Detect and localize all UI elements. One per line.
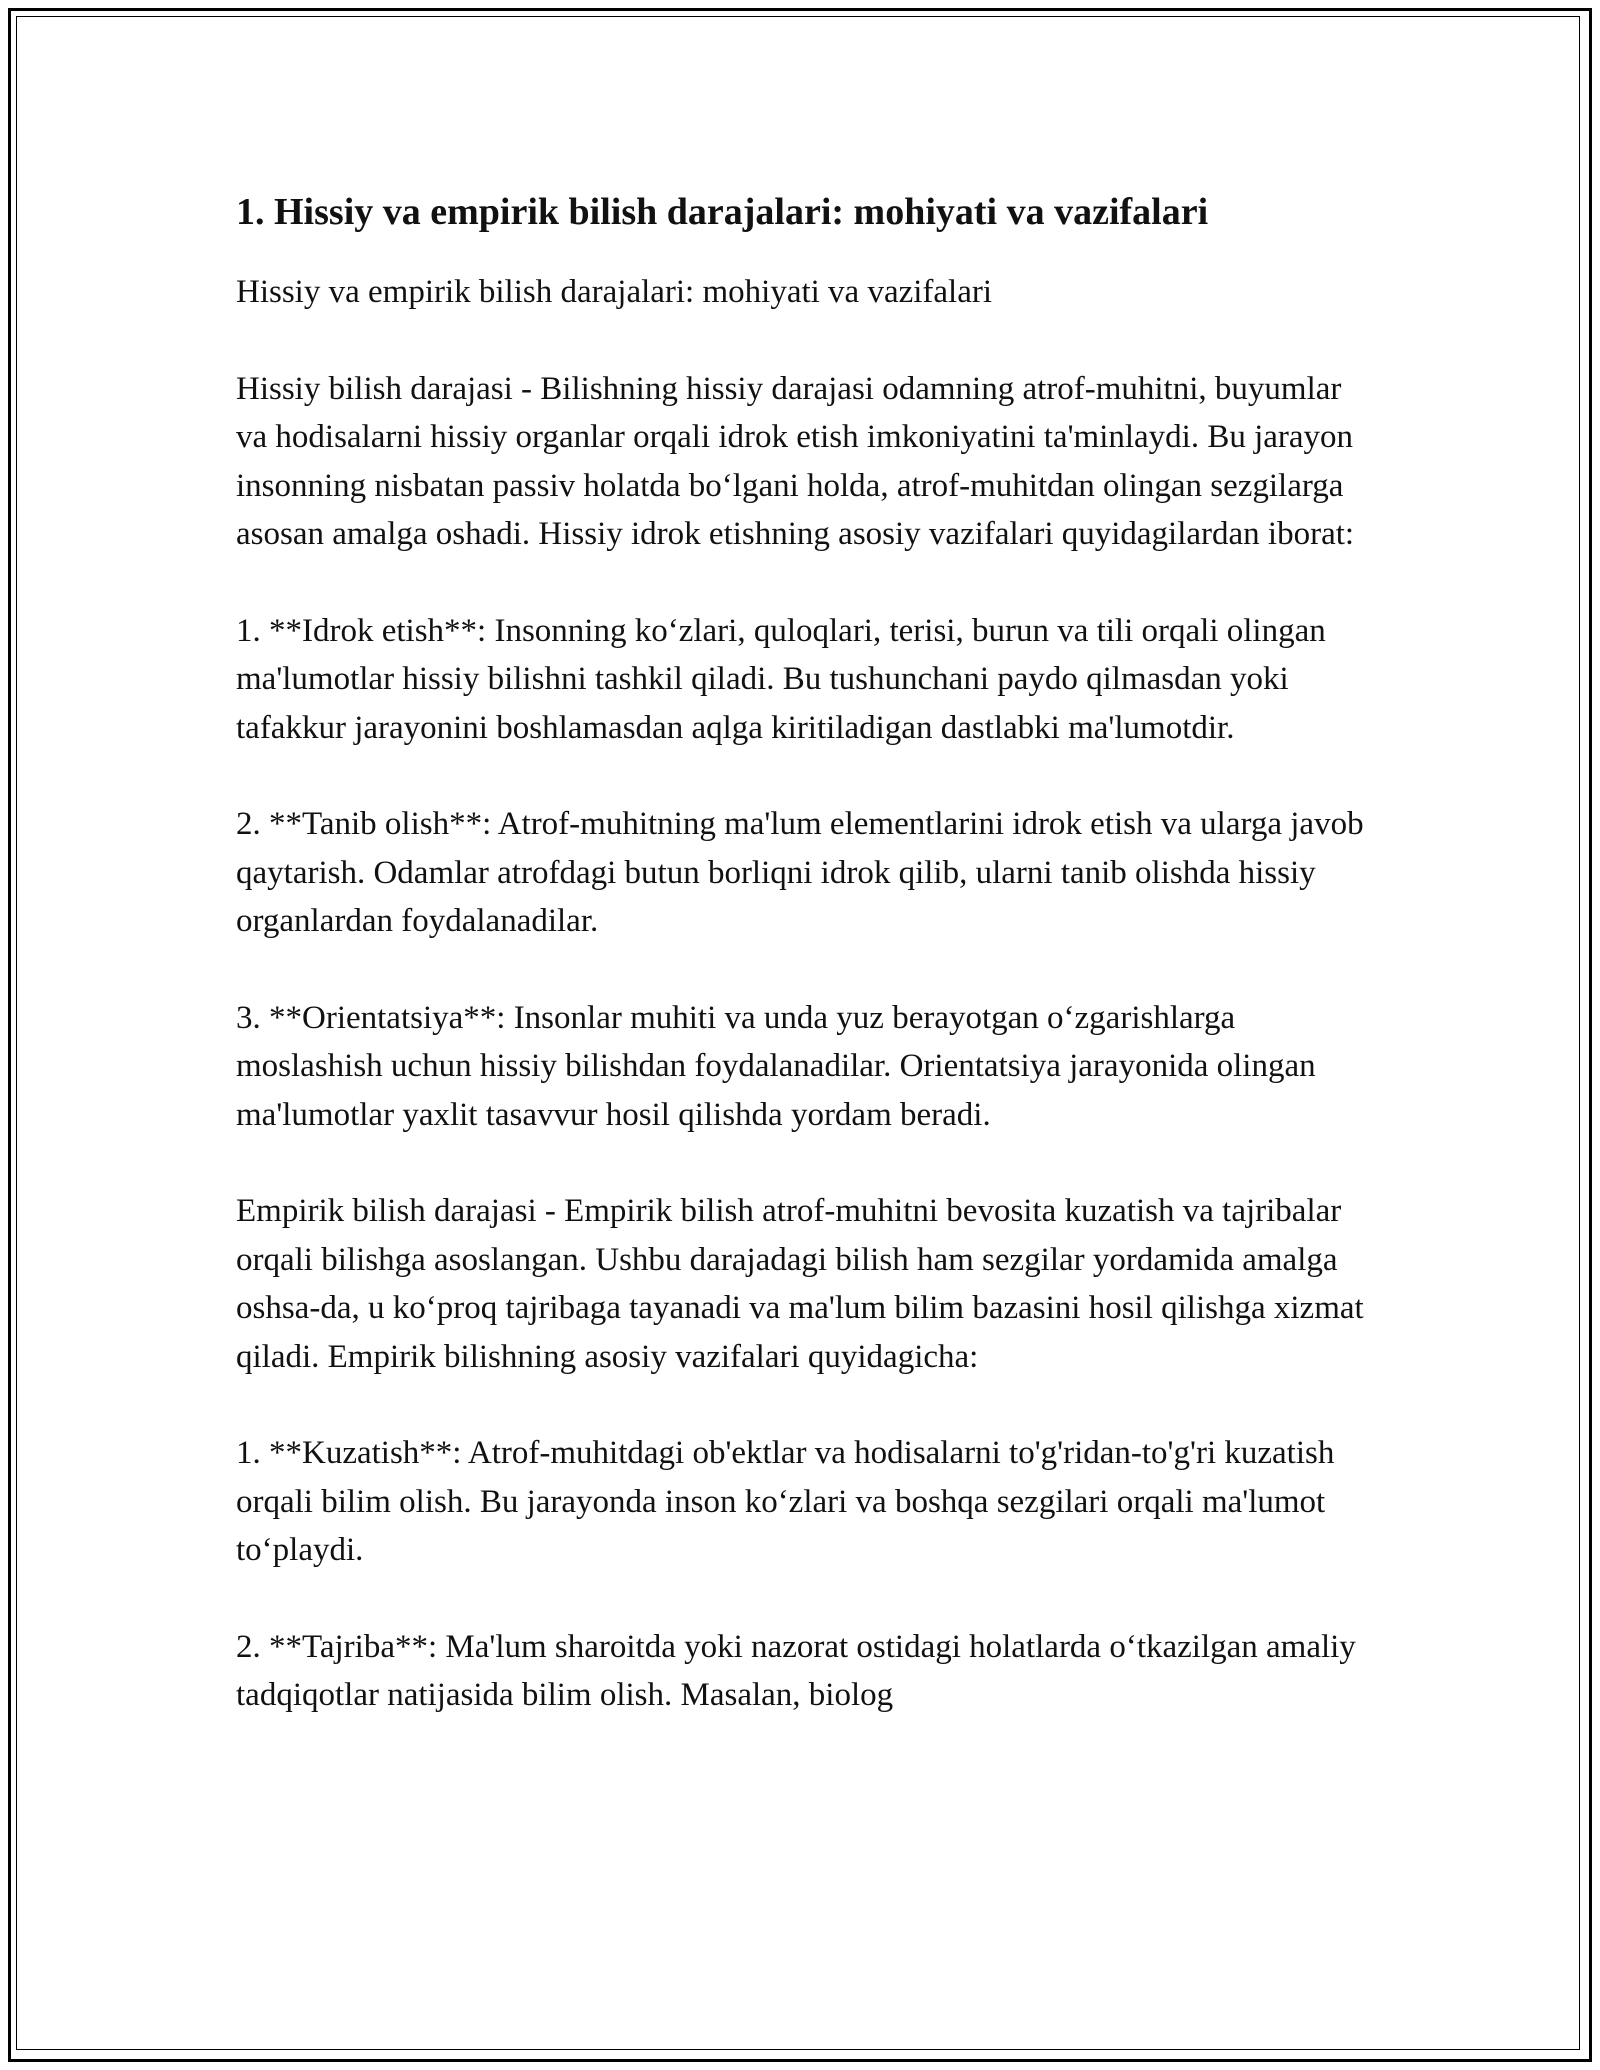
paragraph-recognition: 2. **Tanib olish**: Atrof-muhitning ma'lum elementlarini idrok etish va ularga javob qaytarish. Odamlar atrofdagi butun borliqni idrok qilib, ularni tanib olishda hissiy organlardan foydalanadilar. <box>236 806 1364 939</box>
paragraph-observation: 1. **Kuzatish**: Atrof-muhitdagi ob'ektlar va hodisalarni to'g'ridan-to'g'ri kuzatish orqali bilim olish. Bu jarayonda inson ko‘zlari va boshqa sezgilari orqali ma'lumot to‘playdi. <box>236 1435 1335 1568</box>
paragraph-sensory-level: Hissiy bilish darajasi - Bilishning hissiy darajasi odamning atrof-muhitni, buyumlar va hodisalarni hissiy organlar orqali idrok etish imkoniyatini ta'minlaydi. Bu jarayon insonning nisbatan passiv holatda bo‘lgani holda, atrof-muhitdan olingan sezgilarga asosan amalga oshadi. Hissiy idrok etishning asosiy vazifalari quyidagilardan iborat: <box>236 370 1355 552</box>
document-body <box>236 186 1366 1768</box>
paragraph-orientation: 3. **Orientatsiya**: Insonlar muhiti va unda yuz berayotgan o‘zgarishlarga moslashish uchun hissiy bilishdan foydalanadilar. Orientatsiya jarayonida olingan ma'lumotlar yaxlit tasavvur hosil qilishda yordam beradi. <box>236 999 1316 1133</box>
paragraph-empirical-level: Empirik bilish darajasi - Empirik bilish atrof-muhitni bevosita kuzatish va tajribalar orqali bilishga asoslangan. Ushbu darajadagi bilish ham sezgilar yordamida amalga oshsa-da, u ko‘proq tajribaga tayanadi va ma'lum bilim bazasini hosil qilishga xizmat qiladi. Empirik bilishning asosiy vazifalari quyidagicha: <box>236 1193 1364 1375</box>
document-heading: 1. Hissiy va empirik bilish darajalari: mohiyati va vazifalari <box>236 191 1209 233</box>
subtitle-paragraph: Hissiy va empirik bilish darajalari: mohiyati va vazifalari <box>236 274 993 310</box>
paragraph-perception: 1. **Idrok etish**: Insonning ko‘zlari, quloqlari, terisi, burun va tili orqali olingan ma'lumotlar hissiy bilishni tashkil qiladi. Bu tushunchani paydo qilmasdan yoki tafakkur jarayonini boshlamasdan aqlga kiritiladigan dastlabki ma'lumotdir. <box>236 612 1326 746</box>
paragraph-experiment: 2. **Tajriba**: Ma'lum sharoitda yoki nazorat ostidagi holatlarda o‘tkazilgan amaliy tadqiqotlar natijasida bilim olish. Masalan, biolog <box>236 1628 1356 1713</box>
